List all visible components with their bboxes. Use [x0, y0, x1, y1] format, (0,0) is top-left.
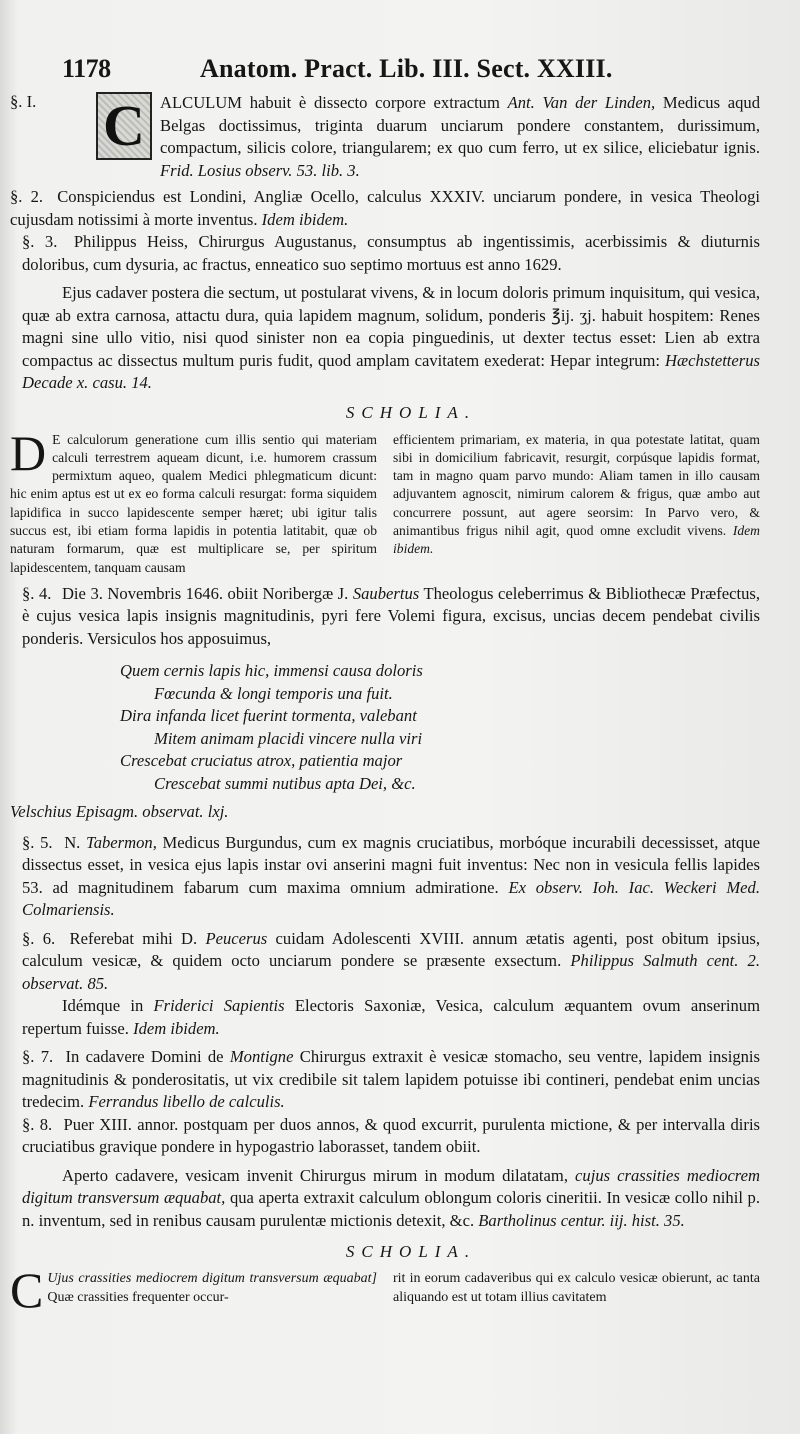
verse-line: Fœcunda & longi temporis una fuit.: [154, 683, 393, 703]
paragraph-3: §. 3. Philippus Heiss, Chirurgus Augustanus, consumptus ab ingentissimis, acerbissimis & diuturnis doloribus, cum dysuria, ac fractus, enneatico suo septimo mortuus est anno 1629.: [22, 232, 760, 274]
paragraph-text: Medicus aqud Belgas doctissimus, triginta duarum unciarum pondere constantem, durissimum, compactum, silicis colore, triangularem; ex quo cum ferro, ut ex silice, eliciebatur ignis.: [160, 93, 760, 157]
person-name: Peucerus: [205, 928, 268, 948]
drop-initial: C: [10, 1262, 44, 1319]
verse-citation: Velschius Episagm. observat. lxj.: [10, 802, 229, 822]
scholia-left-column: D E calculorum generatione cum illis sentio qui materiam calculi terrestrem aqueam dicunt, i.e. humorem crassum permixtum aqueo, qualem Medici phlegmaticum dicunt: hic enim aptus est ut ex eo forma calculi resurgat: forma siquidem lapidifica in succo lapidescente semper hæret; ubi igitur talis succus est, ibi etiam forma lapidis in potentia latitabit, quæ ob naturam formarum, quæ est multiplicare se, per spiritum lapidescentem, tanquam causam: [10, 424, 377, 575]
citation: Philippus Salmuth cent. 2. observat. 85.: [22, 951, 761, 993]
running-title: Anatom. Pract. Lib. III. Sect. XXIII.: [200, 54, 613, 83]
paragraph-5: §. 5. N. Tabermon, Medicus Burgundus, cum ex magnis cruciatibus, morbóque incurabili decessisset, atque dissectus esset, in vesica ejus lapis instar ovi anserini magni fuit inventus: Nec non in vesicula fellis lapides 53. ad magnitudinem fabarum cum maxima omnium admiratione. Ex observ. Ioh. Iac. Weckeri Med. Colmariensis.: [22, 832, 761, 920]
person-name: Montigne: [229, 1047, 294, 1067]
citation: Ant. Van der Linden,: [507, 93, 656, 112]
paragraph-text: ALCULUM habuit è dissecto corpore extractum: [160, 93, 500, 112]
verse-line: Dira infanda licet fuerint tormenta, valebant: [120, 706, 417, 726]
scholia-right-column: rit in eorum cadaveribus qui ex calculo vesicæ obierunt, ac tanta aliquando est ut totam illius cavitatem: [393, 1271, 760, 1305]
page-number: 1178: [62, 54, 111, 83]
paragraph-3-continued: Ejus cadaver postera die sectum, ut postularat vivens, & in locum doloris primum inquisitum, qui vesica, quæ ab extra carnosa, attactu dura, quia lapidem magnum, solidum, ponderis ℥ij. ʒj. habuit hospitem: Renes magni sine ullo vitio, nisi quod sinister non ea copia pinguedinis, ut dexter tectus esset: Lien ab extra compactus ac dissectus multum puris fudit, quod amplam cavitatem exederat: Hepar integrum: Hæchstetterus Decade x. casu. 14.: [22, 283, 760, 392]
verse-line: Mitem animam placidi vincere nulla viri: [154, 728, 423, 748]
person-name: Friderici Sapientis: [153, 996, 285, 1016]
citation: Idem ibidem.: [393, 522, 760, 557]
citation: Hæchstetterus Decade x. casu. 14.: [22, 350, 760, 392]
citation: Idem ibidem.: [133, 1018, 220, 1038]
citation: Idem ibidem.: [261, 209, 349, 229]
citation: Ujus crassities mediocrem digitum transversum æquabat]: [47, 1271, 377, 1287]
scholia-heading: SCHOLIA.: [345, 402, 477, 422]
citation: Ex observ. Ioh. Iac. Weckeri Med. Colmariensis.: [22, 877, 760, 920]
scholia-left-column: C Ujus crassities mediocrem digitum transversum æquabat] Quæ crassities frequenter occur-: [10, 1262, 377, 1319]
page-header: [62, 54, 760, 88]
citation: cujus crassities mediocrem digitum transversum æquabat,: [22, 1165, 760, 1208]
scholia-heading: SCHOLIA.: [345, 1242, 477, 1262]
scholia-right-column: efficientem primariam, ex materia, in qua potestate latitat, quam sibi in domicilium fabricavit, resurgit, corpúsque lapidis format, tam in magno quam parvo mundo: Aliam tamen in illo causam adjuvantem agnoscit, nimirum calorem & frigus, quæ ambo aut concurrere possunt, aut agere seorsim: In Parvo vero, & animantibus frigus nihil agit, quod omne excludit vivens. Idem ibidem.: [393, 431, 760, 557]
person-name: Saubertus: [352, 583, 420, 603]
epitaph-verse: [120, 660, 760, 795]
ornamental-initial: C: [96, 92, 152, 160]
section-label: §. I.: [10, 92, 37, 111]
paragraph-7: §. 7. In cadavere Domini de Montigne Chirurgus extraxit è vesicæ stomacho, seu ventre, lapidem insignis magnitudinis & ponderositatis, ut vix credibile sit talem lapidem potuisse ibi contineri, pendebat enim uncias tredecim. Ferrandus libello de calculis.: [22, 1047, 761, 1112]
paragraph-8: §. 8. Puer XIII. annor. postquam per duos annos, & quod excurrit, purulenta mictione, & per intervalla diris cruciatibus gravique pondere in hypogastrio laborasset, tandem obiit.: [22, 1114, 761, 1157]
citation: Frid. Losius observ. 53. lib. 3.: [160, 160, 360, 180]
paragraph-1: [10, 92, 760, 182]
drop-initial: D: [10, 424, 47, 481]
verse-line: Crescebat cruciatus atrox, patientia major: [120, 751, 403, 771]
paragraph-2: §. 2. Conspiciendus est Londini, Angliæ Ocello, calculus XXXIV. unciarum pondere, in vesica Theologi cujusdam notissimi à morte inventus. Idem ibidem.: [10, 187, 761, 229]
paragraph-8-continued: Aperto cadavere, vesicam invenit Chirurgus mirum in modum dilatatam, cujus crassities mediocrem digitum transversum æquabat, qua aperta extraxit calculum oblongum coloris cineritii. In vesicæ collo nihil p. n. inventum, sed in renibus causam purulentæ mictionis detexit, &c. Bartholinus centur. iij. hist. 35.: [22, 1165, 760, 1230]
citation: Bartholinus centur. iij. hist. 35.: [478, 1210, 685, 1230]
person-name: Tabermon,: [86, 832, 157, 852]
paragraph-4: §. 4. Die 3. Novembris 1646. obiit Noribergæ J. Saubertus Theologus celeberrimus & Bibliothecæ Præfectus, è cujus vesica lapis insignis magnitudinis, pyri fere Volemi figura, excisus, uncias decem pendebat civilis ponderis. Versiculos hos apposuimus,: [22, 583, 760, 648]
paragraph-6: §. 6. Referebat mihi D. Peucerus cuidam Adolescenti XVIII. annum ætatis agenti, post obitum ipsius, calculum vesicæ, & quidem octo unciarum pondere se præsente exsectum. Philippus Salmuth cent. 2. observat. 85.: [22, 928, 761, 993]
scholia-columns: [10, 1262, 760, 1319]
verse-line: Crescebat summi nutibus apta Dei, &c.: [154, 773, 416, 793]
scholia-columns: [10, 424, 760, 577]
paragraph-6-continued: Idémque in Friderici Sapientis Electoris Saxoniæ, Vesica, calculum æquantem ovum anserinum repertum fuisse. Idem ibidem.: [22, 996, 760, 1038]
verse-line: Quem cernis lapis hic, immensi causa doloris: [120, 661, 423, 681]
citation: Ferrandus libello de calculis.: [88, 1092, 285, 1112]
